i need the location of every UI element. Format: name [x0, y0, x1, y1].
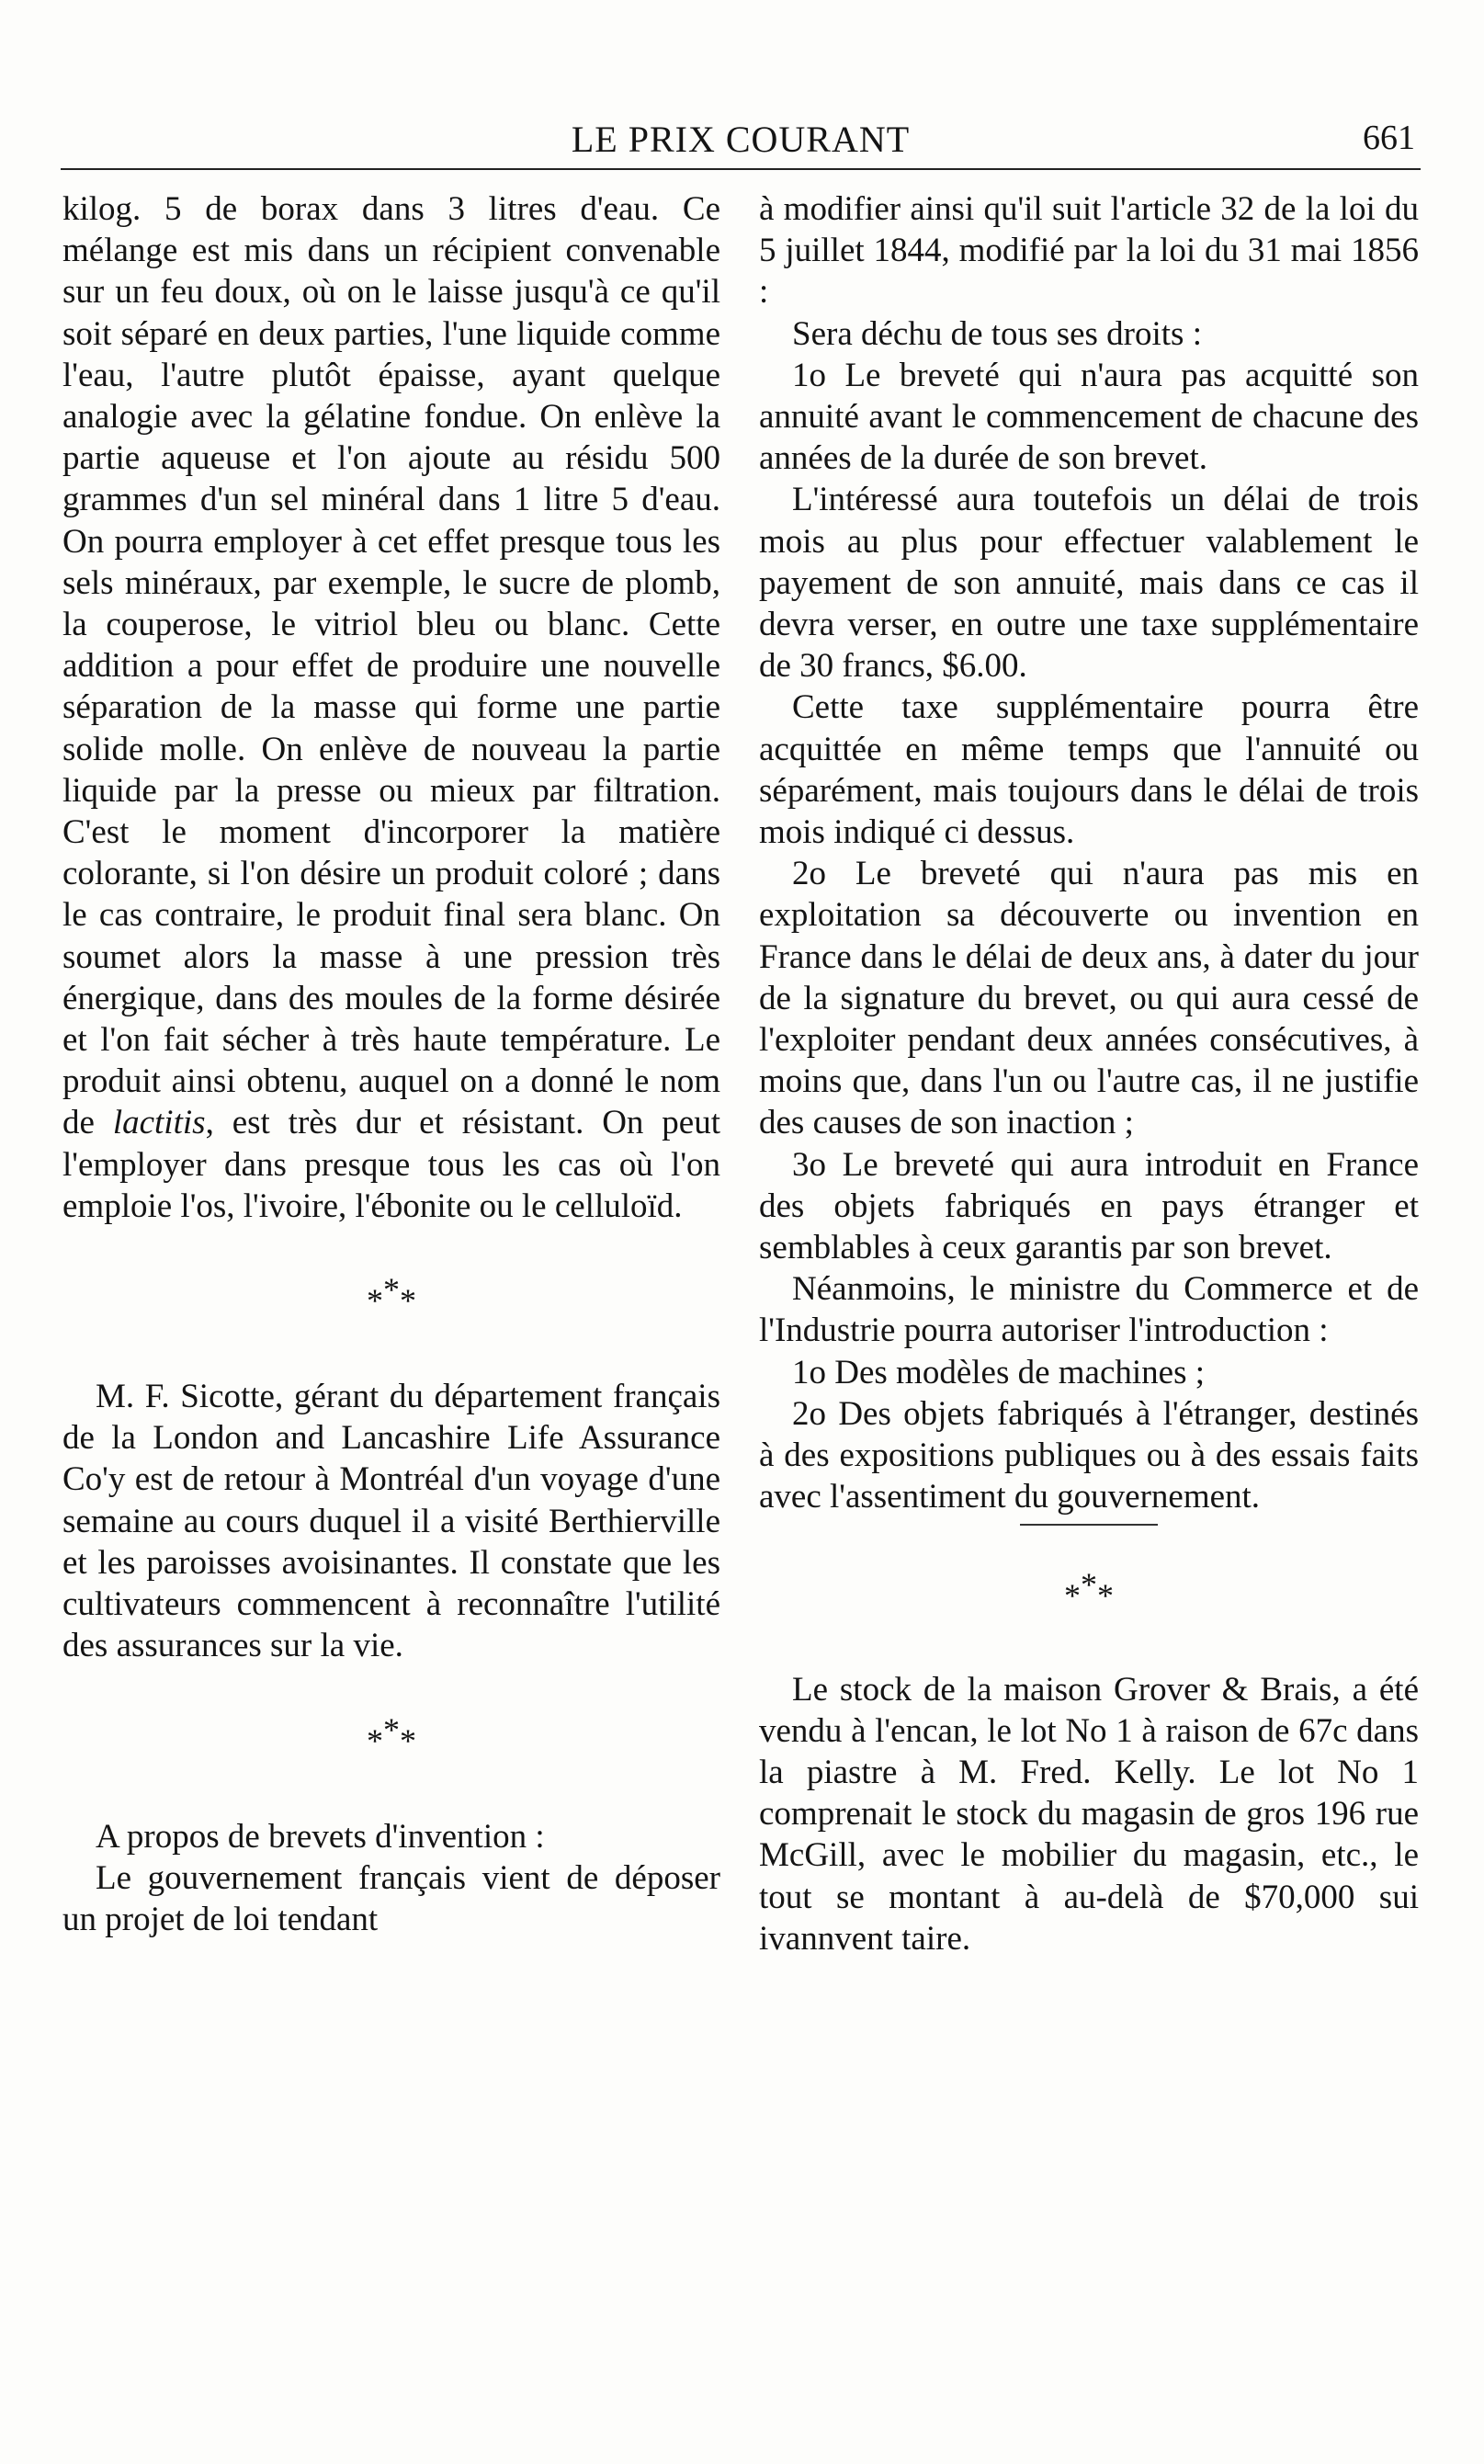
taxe-paragraph: Cette taxe supplémentaire pourra être acquittée en même temps que l'annuité ou séparément, mais toujours dans le délai de trois mois indiqué ci dessus. — [759, 688, 1419, 852]
borax-process-paragraph — [62, 188, 720, 1227]
borax-process-ending: , est très dur et résistant. On peut l'employer dans presque tous les cas où l'on emploie l'os, l'ivoire, l'ébonite ou le celluloïd. — [62, 1104, 721, 1225]
grover-brais-paragraph: Le stock de la maison Grover & Brais, a été vendu à l'encan, le lot No 1 à raison de 67c dans la piastre à M. Fred. Kelly. Le lot No 1 comprenait le stock du magasin de gros 196 rue McGill, avec le mobilier du magasin, etc., le tout se montant à au-delà de $70,000 sui ivannvent taire. — [759, 1670, 1419, 1958]
lactitis-term: lactitis — [112, 1104, 206, 1142]
clause-3-paragraph: 3o Le breveté qui aura introduit en France des objets fabriqués en pays étranger et semblables à ceux garantis par son brevet. — [759, 1145, 1419, 1267]
right-column — [759, 188, 1419, 1959]
section-separator: *** — [367, 1271, 416, 1320]
article-modification-paragraph: à modifier ainsi qu'il suit l'article 32 de la loi du 5 juillet 1844, modifié par la loi du 31 mai 1856 : — [759, 190, 1419, 312]
decheance-paragraph: Sera déchu de tous ses droits : — [792, 314, 1202, 353]
clause-2-paragraph: 2o Le breveté qui n'aura pas mis en exploitation sa découverte ou invention en France dans le délai de deux ans, à dater du jour de la signature du brevet, ou qui aura cessé de l'exploiter pendant deux années consécutives, à moins que, dans l'un ou l'autre cas, il ne justifie des causes de son inaction ; — [759, 855, 1419, 1142]
brevets-intro-paragraph: Le gouvernement français vient de déposer un projet de loi tendant — [62, 1858, 720, 1938]
exception-1-paragraph: 1o Des modèles de machines ; — [792, 1353, 1206, 1391]
clause-1-paragraph: 1o Le breveté qui n'aura pas acquitté son annuité avant le commencement de chacune des années de la durée de son brevet. — [759, 356, 1419, 478]
section-separator: *** — [367, 1710, 416, 1759]
header-rule — [61, 168, 1421, 170]
page-number: 661 — [1363, 119, 1415, 157]
exception-2-paragraph: 2o Des objets fabriqués à l'étranger, destinés à des expositions publiques ou à des essais faits avec l'assentiment du gouvernement. — [759, 1394, 1419, 1516]
page-header — [61, 108, 1421, 164]
left-column — [62, 188, 720, 1940]
borax-process-text: kilog. 5 de borax dans 3 litres d'eau. Ce mélange est mis dans un récipient convenable sur un feu doux, où on le laisse jusqu'à ce qu'il soit séparé en deux parties, l'une liquide comme l'eau, l'autre plutôt épaisse, ayant quelque analogie avec la gélatine fondue. On enlève la partie aqueuse et l'on ajoute au résidu 500 grammes d'un sel minéral dans 1 litre 5 d'eau. On pourra employer à cet effet presque tous les sels minéraux, par exemple, le sucre de plomb, la couperose, le vitriol bleu ou blanc. Cette addition a pour effet de produire une nouvelle séparation de la masse qui forme une partie solide molle. On enlève de nouveau la partie liquide par la presse ou mieux par filtration. C'est le moment d'incorporer la matière colorante, si l'on désire un produit coloré ; dans le cas contraire, le produit final sera blanc. On soumet alors la masse à une pression très énergique, dans des moules de la forme désirée et l'on fait sécher à très haute température. Le produit ainsi obtenu, auquel on a donné le nom de — [62, 190, 720, 1142]
brevets-heading-line: A propos de brevets d'invention : — [96, 1817, 545, 1856]
sicotte-paragraph: M. F. Sicotte, gérant du département français de la London and Lancashire Life Assurance Co'y est de retour à Montréal d'un voyage d'une semaine au cours duquel il a visité Berthierville et les paroisses avoisinantes. Il constate que les cultivateurs commencent à reconnaître l'utilité des assurances sur la vie. — [62, 1378, 720, 1665]
short-rule — [1020, 1524, 1158, 1526]
section-separator: *** — [1064, 1565, 1114, 1614]
neanmoins-paragraph: Néanmoins, le ministre du Commerce et de l'Industrie pourra autoriser l'introduction : — [759, 1270, 1419, 1350]
delai-paragraph: L'intéressé aura toutefois un délai de trois mois au plus pour effectuer valablement le payement de son annuité, mais dans ce cas il devra verser, en outre une taxe supplémentaire de 30 francs, $6.00. — [759, 481, 1419, 686]
running-title: LE PRIX COURANT — [571, 119, 911, 160]
